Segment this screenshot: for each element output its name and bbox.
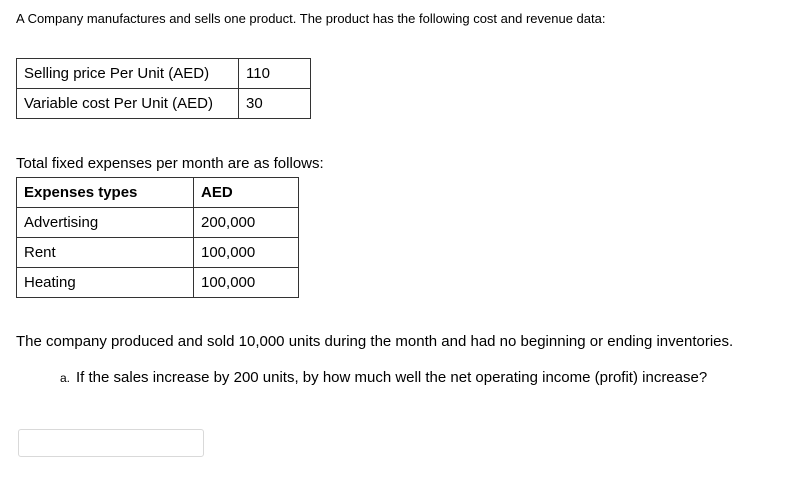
- expense-amount-cell: 200,000: [194, 208, 299, 238]
- variable-cost-value: 30: [239, 89, 311, 119]
- variable-cost-label: Variable cost Per Unit (AED): [17, 89, 239, 119]
- intro-text: A Company manufactures and sells one product. The product has the following cost and revenue data:: [16, 11, 606, 26]
- expense-amount-header: AED: [194, 178, 299, 208]
- company-statement: The company produced and sold 10,000 units during the month and had no beginning or ending inventories.: [16, 333, 734, 350]
- expense-type-cell: Rent: [17, 238, 194, 268]
- table-row: [17, 208, 299, 238]
- table-row: [17, 238, 299, 268]
- expense-type-cell: Heating: [17, 268, 194, 298]
- selling-price-label: Selling price Per Unit (AED): [17, 59, 239, 89]
- fixed-expenses-table: [16, 177, 299, 298]
- expense-amount-cell: 100,000: [194, 268, 299, 298]
- table-row: [17, 59, 311, 89]
- table-header-row: [17, 178, 299, 208]
- fixed-expenses-title: Total fixed expenses per month are as follows:: [16, 155, 324, 172]
- expense-amount-cell: 100,000: [194, 238, 299, 268]
- table-row: [17, 268, 299, 298]
- expense-type-header: Expenses types: [17, 178, 194, 208]
- question-marker: a.: [60, 371, 71, 385]
- table-row: [17, 89, 311, 119]
- answer-input[interactable]: [18, 429, 204, 457]
- selling-price-value: 110: [239, 59, 311, 89]
- expense-type-cell: Advertising: [17, 208, 194, 238]
- question-text: If the sales increase by 200 units, by how much well the net operating income (profit) increase?: [76, 369, 708, 386]
- question-a: [60, 369, 707, 387]
- cost-revenue-table: [16, 58, 311, 119]
